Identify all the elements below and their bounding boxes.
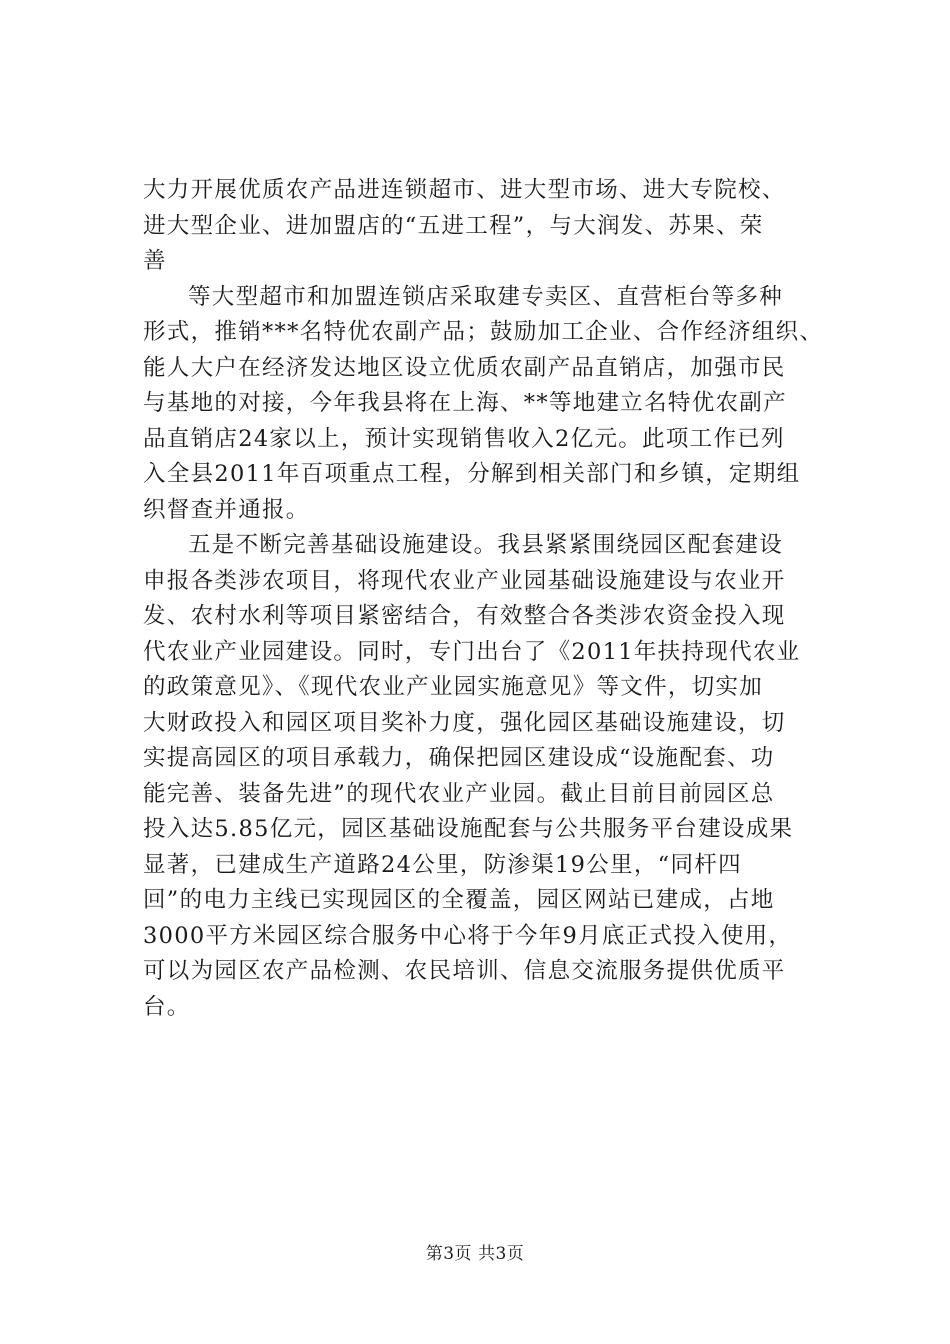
text-line: 等大型超市和加盟连锁店采取建专卖区、直营柜台等多种 (188, 283, 784, 310)
text-line: 大财政投入和园区项目奖补力度，强化园区基础设施建设，切 (143, 709, 786, 736)
text-line: 能人大户在经济发达地区设立优质农副产品直销店，加强市民 (143, 354, 786, 381)
text-line: 投入达5.85亿元，园区基础设施配套与公共服务平台建设成果 (143, 816, 794, 842)
text-line: 能完善、装备先进”的现代农业产业园。截止目前目前园区总 (143, 780, 775, 807)
text-line: 进大型企业、进加盟店的“五进工程”，与大润发、苏果、荣 (143, 212, 764, 239)
text-line: 入全县2011年百项重点工程，分解到相关部门和乡镇，定期组 (143, 461, 801, 487)
text-line: 台。 (143, 993, 191, 1020)
text-line: 善 (143, 248, 167, 274)
text-line: 的政策意见》、《现代农业产业园实施意见》等文件，切实加 (143, 674, 764, 700)
text-line: 实提高园区的项目承载力，确保把园区建设成“设施配套、功 (143, 745, 775, 771)
page-footer: 第3页 共3页 (425, 1244, 525, 1264)
text-line: 五是不断完善基础设施建设。我县紧紧围绕园区配套建设 (188, 532, 784, 558)
text-line: 显著，已建成生产道路24公里，防渗渠19公里，“同杆四 (143, 851, 742, 878)
text-line: 可以为园区农产品检测、农民培训、信息交流服务提供优质平 (143, 958, 786, 984)
text-line: 发、农村水利等项目紧密结合，有效整合各类涉农资金投入现 (143, 603, 786, 629)
text-line: 与基地的对接，今年我县将在上海、**等地建立名特优农副产 (143, 390, 787, 416)
text-line: 3000平方米园区综合服务中心将于今年9月底正式投入使用， (143, 922, 793, 949)
text-line: 申报各类涉农项目，将现代农业产业园基础设施建设与农业开 (143, 567, 786, 594)
text-line: 织督查并通报。 (143, 496, 310, 523)
text-line: 代农业产业园建设。同时，专门出台了《2011年扶持现代农业 (143, 638, 801, 665)
text-line: 回”的电力主线已实现园区的全覆盖，园区网站已建成，占地 (143, 887, 775, 913)
text-line: 形式，推销***名特优农副产品；鼓励加工企业、合作经济组织、 (143, 319, 824, 345)
text-line: 大力开展优质农产品进连锁超市、进大型市场、进大专院校、 (143, 177, 786, 203)
text-line: 品直销店24家以上，预计实现销售收入2亿元。此项工作已列 (143, 425, 785, 452)
body-text (143, 173, 843, 1025)
